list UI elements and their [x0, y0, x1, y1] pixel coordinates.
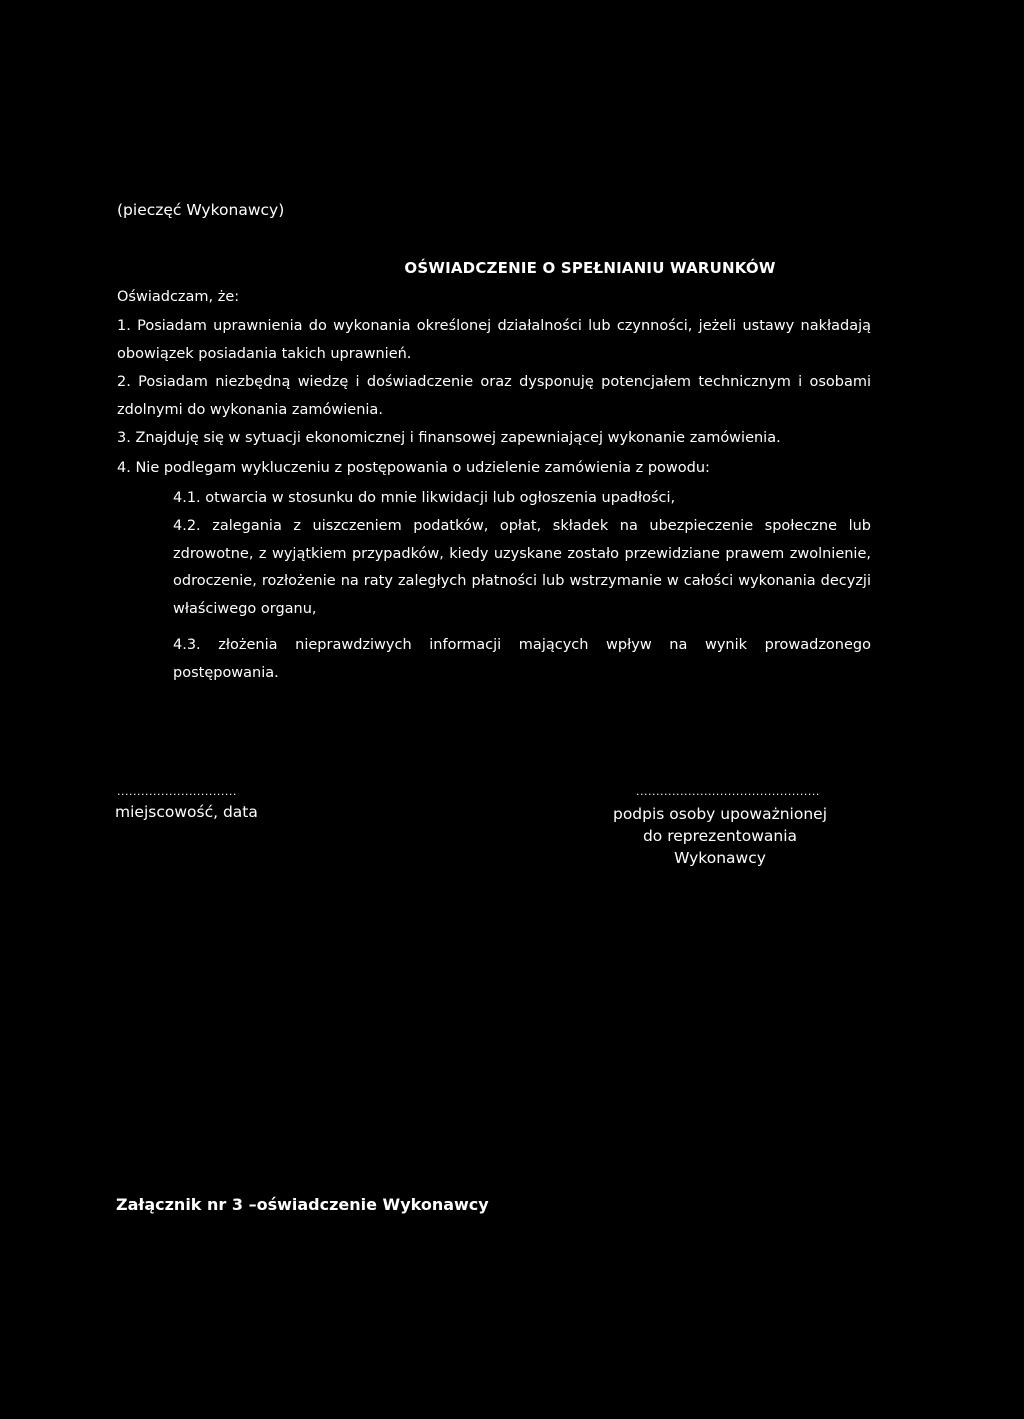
statement-subitem-4-1: 4.1. otwarcia w stosunku do mnie likwidacji lub ogłoszenia upadłości, — [173, 490, 676, 506]
statement-item-3: 3. Znajduję się w sytuacji ekonomicznej i finansowej zapewniającej wykonanie zamówienia. — [117, 430, 781, 446]
intro-text: Oświadczam, że: — [117, 289, 240, 305]
annex-label: Załącznik nr 3 –oświadczenie Wykonawcy — [116, 1195, 489, 1214]
stamp-label: (pieczęć Wykonawcy) — [117, 201, 285, 219]
statement-subitem-4-3: 4.3. złożenia nieprawdziwych informacji mających wpływ na wynik prowadzonego postępowania. — [173, 637, 871, 681]
document-title: OŚWIADCZENIE O SPEŁNIANIU WARUNKÓW — [404, 259, 776, 277]
signature-label — [600, 803, 840, 869]
statement-item-1: 1. Posiadam uprawnienia do wykonania określonej działalności lub czynności, jeżeli ustawy nakładają obowiązek posiadania takich uprawnień. — [117, 318, 871, 362]
statement-item-4: 4. Nie podlegam wykluczeniu z postępowania o udzielenie zamówienia z powodu: — [117, 460, 710, 476]
signature-label-line-1: podpis osoby upoważnionej — [612, 805, 828, 823]
statement-item-2: 2. Posiadam niezbędną wiedzę i doświadczenie oraz dysponuję potencjałem technicznym i osobami zdolnymi do wykonania zamówienia. — [117, 374, 871, 418]
place-date-label: miejscowość, data — [115, 803, 258, 821]
signature-label-line-2: do reprezentowania Wykonawcy — [642, 827, 798, 867]
statement-subitem-4-2: 4.2. zalegania z uiszczeniem podatków, opłat, składek na ubezpieczenie społeczne lub zdrowotne, z wyjątkiem przypadków, kiedy uzyskane zostało przewidziane prawem zwolnienie, odroczenie, rozłożenie na raty zaległych płatności lub wstrzymanie w całości wykonania decyzji właściwego organu, — [173, 518, 871, 617]
place-date-line: .............................. — [117, 785, 237, 798]
signature-line: .............................................. — [636, 785, 820, 798]
